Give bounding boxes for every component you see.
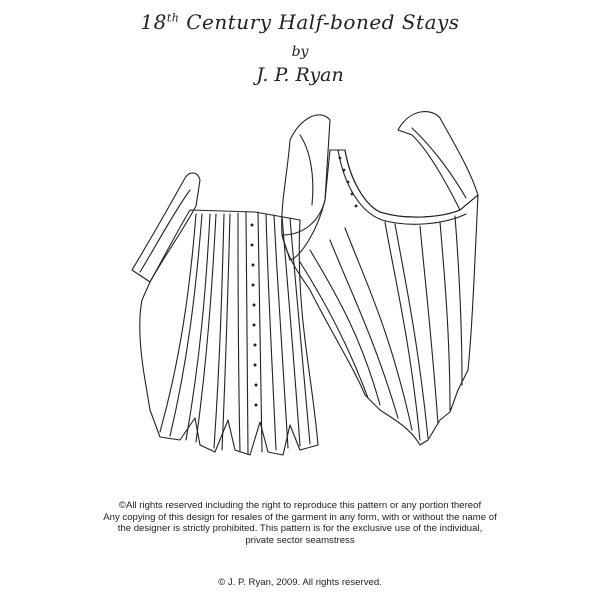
title-ordinal: 18 (140, 10, 167, 34)
front-right-strap (398, 112, 478, 210)
copyright-line: the designer is strictly prohibited. This pattern is for the exclusive use of the individual, (117, 523, 483, 534)
pattern-title (0, 10, 600, 34)
copyright-notice (60, 500, 540, 546)
back-lacing-eyelets (251, 224, 258, 407)
author-name: J. P. Ryan (256, 64, 344, 86)
stays-illustration (0, 95, 600, 490)
footer-copyright: © J. P. Ryan, 2009. All rights reserved. (218, 577, 382, 588)
copyright-line: Any copying of this design for resales of the garment in any form, with or without the name of (103, 511, 497, 523)
copyright-line: private sector seamstress (245, 534, 355, 546)
title-ordinal-suffix: th (166, 11, 180, 25)
copyright-line: ©All rights reserved including the right to reproduce this pattern or any portion thereof (118, 500, 482, 511)
front-body-outline (282, 150, 478, 445)
front-left-strap (282, 115, 330, 260)
stays-front-view (282, 112, 478, 445)
by-line: by (291, 44, 309, 60)
stays-back-view (132, 173, 318, 455)
back-strap-inner (140, 190, 190, 272)
title-text: Century Half-boned Stays (186, 10, 460, 34)
